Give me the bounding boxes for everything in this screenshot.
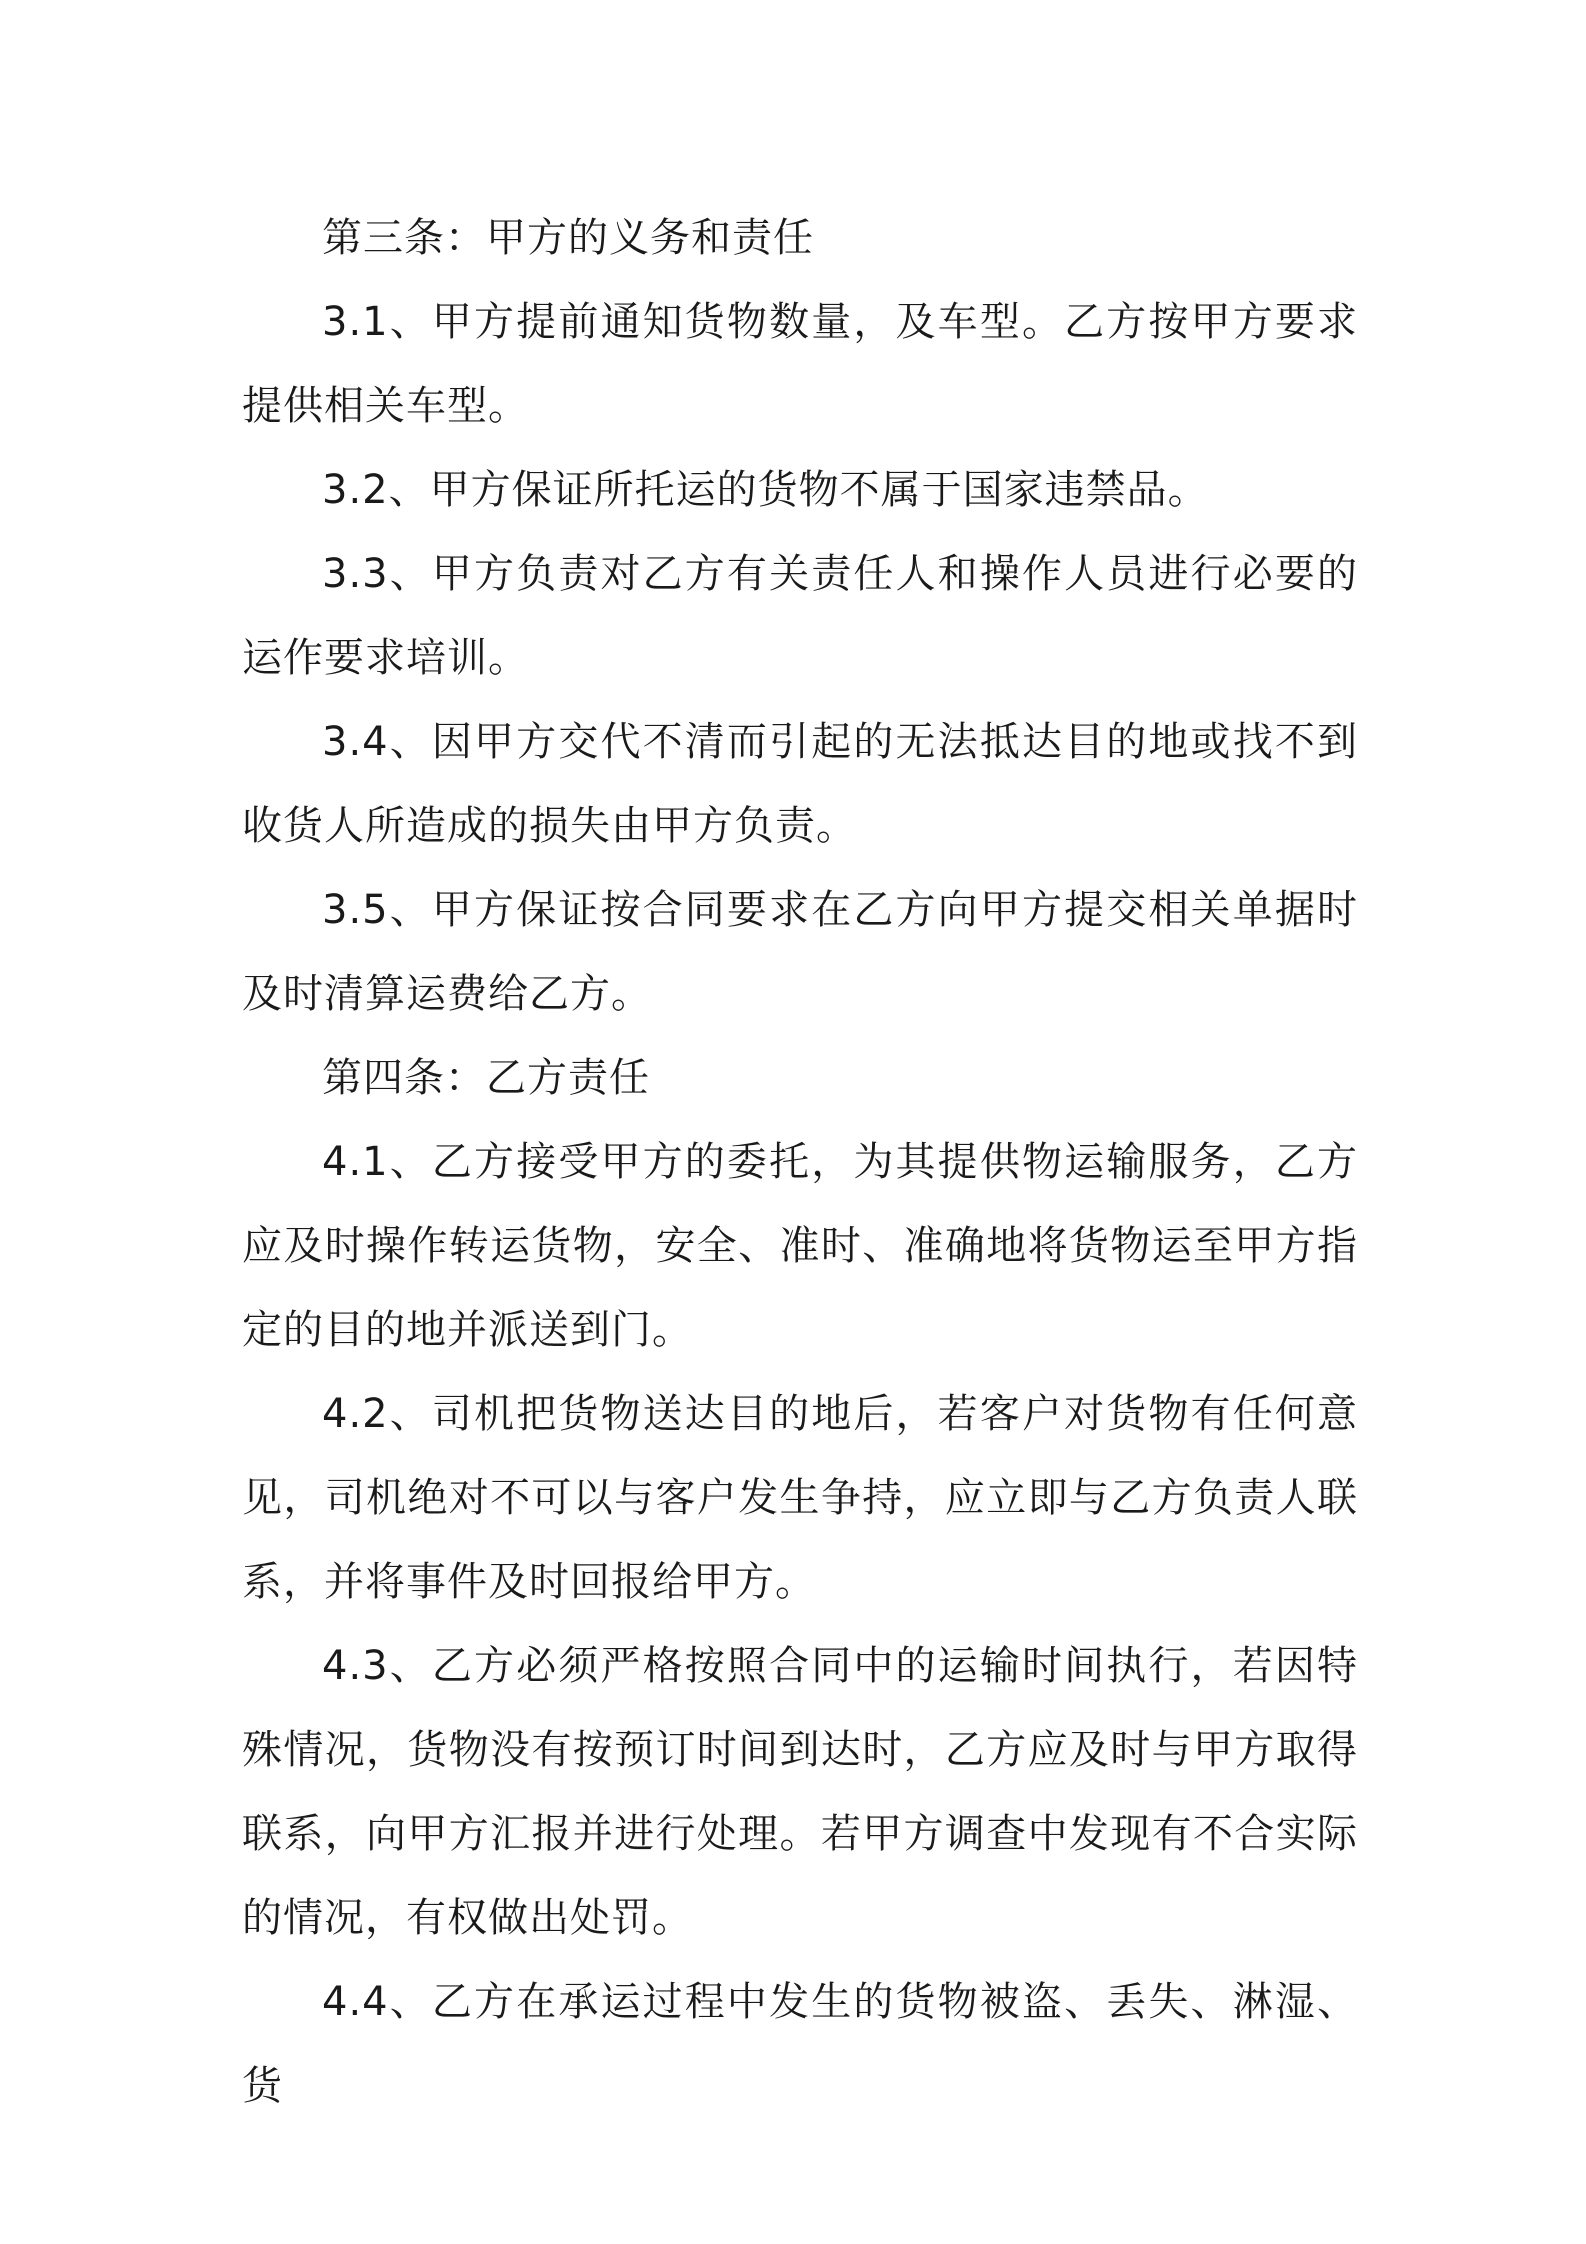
document-page <box>242 196 1358 2128</box>
clause-3-3: 3.3、甲方负责对乙方有关责任人和操作人员进行必要的运作要求培训。 <box>242 551 1358 681</box>
section-4-heading: 第四条：乙方责任 <box>322 1055 650 1101</box>
clause-3-1: 3.1、甲方提前通知货物数量，及车型。乙方按甲方要求提供相关车型。 <box>242 299 1358 429</box>
clause-3-2: 3.2、甲方保证所托运的货物不属于国家违禁品。 <box>322 467 1209 513</box>
clause-3-4: 3.4、因甲方交代不清而引起的无法抵达目的地或找不到收货人所造成的损失由甲方负责。 <box>242 719 1358 849</box>
clause-3-5: 3.5、甲方保证按合同要求在乙方向甲方提交相关单据时及时清算运费给乙方。 <box>242 887 1358 1017</box>
clause-4-3: 4.3、乙方必须严格按照合同中的运输时间执行，若因特殊情况，货物没有按预订时间到达时，乙方应及时与甲方取得联系，向甲方汇报并进行处理。若甲方调查中发现有不合实际的情况，有权做出处罚。 <box>242 1643 1358 1941</box>
clause-4-4: 4.4、乙方在承运过程中发生的货物被盗、丢失、淋湿、货 <box>242 1979 1358 2109</box>
section-3-heading: 第三条：甲方的义务和责任 <box>322 215 814 261</box>
clause-4-2: 4.2、司机把货物送达目的地后，若客户对货物有任何意见，司机绝对不可以与客户发生争持，应立即与乙方负责人联系，并将事件及时回报给甲方。 <box>242 1391 1358 1605</box>
clause-4-1: 4.1、乙方接受甲方的委托，为其提供物运输服务，乙方应及时操作转运货物，安全、准时、准确地将货物运至甲方指定的目的地并派送到门。 <box>242 1139 1358 1353</box>
